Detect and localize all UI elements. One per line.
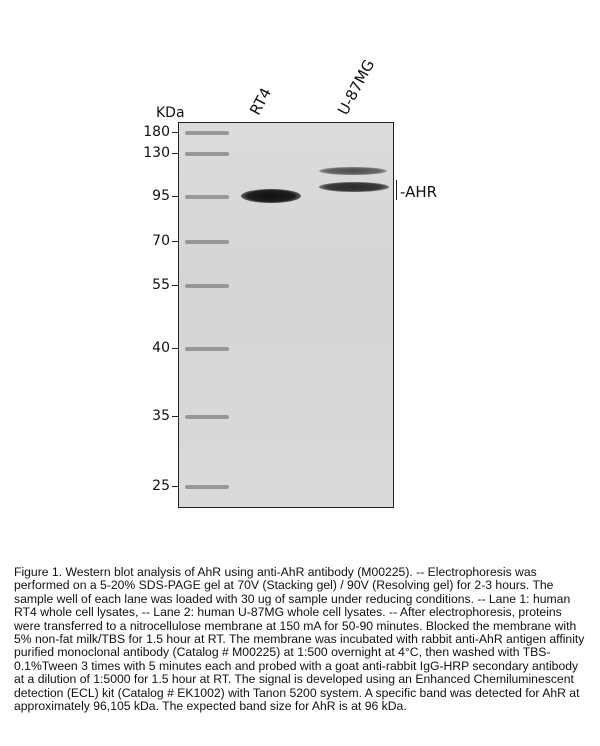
lane-label-u87mg: U-87MG [334,56,379,118]
ladder-band [185,195,229,199]
ladder-band [185,284,229,288]
marker-70: 70 [152,233,170,249]
lane-label-rt4: RT4 [246,84,276,118]
ladder-band [185,485,229,489]
band-u87mg-ahr [319,182,389,192]
ladder-band [185,347,229,351]
ladder-band [185,131,229,135]
ladder-band [185,152,229,156]
marker-130: 130 [143,145,170,161]
ladder-band [185,240,229,244]
ahr-band-label: -AHR [400,183,438,201]
marker-25: 25 [152,478,170,494]
marker-40: 40 [152,340,170,356]
marker-55: 55 [152,277,170,293]
ladder-band [185,415,229,419]
marker-95: 95 [152,188,170,204]
marker-35: 35 [152,408,170,424]
marker-180: 180 [143,124,170,140]
band-u87mg-upper [319,167,387,175]
blot-membrane [178,122,394,508]
band-rt4-ahr [241,189,301,203]
figure-caption: Figure 1. Western blot analysis of AhR using anti-AhR antibody (M00225). -- Electrophoresis was performed on a 5-20% SDS-PAGE gel at 70V (Stacking gel) / 90V (Resolving gel) for 2-3 hours. The sample well of each lane was loaded with 30 ug of sample under reducing conditions. -- Lane 1: human RT4 whole cell lysates, -- Lane 2: human U-87MG whole cell lysates. -- After electrophoresis, proteins were transferred to a nitrocellulose membrane at 150 mA for 50-90 minutes. Blocked the membrane with 5% non-fat milk/TBS for 1.5 hour at RT. The membrane was incubated with rabbit anti-AhR antigen affinity purified monoclonal antibody (Catalog # M00225) at 1:500 overnight at 4°C, then washed with TBS-0.1%Tween 3 times with 5 minutes each and probed with a goat anti-rabbit IgG-HRP secondary antibody at a dilution of 1:5000 for 1.5 hour at RT. The signal is developed using an Enhanced Chemiluminescent detection (ECL) kit (Catalog # EK1002) with Tanon 5200 system. A specific band was detected for AhR at approximately 96,105 kDa. The expected band size for AhR is at 96 kDa. [14,565,585,714]
kda-unit-label: KDa [156,105,185,121]
